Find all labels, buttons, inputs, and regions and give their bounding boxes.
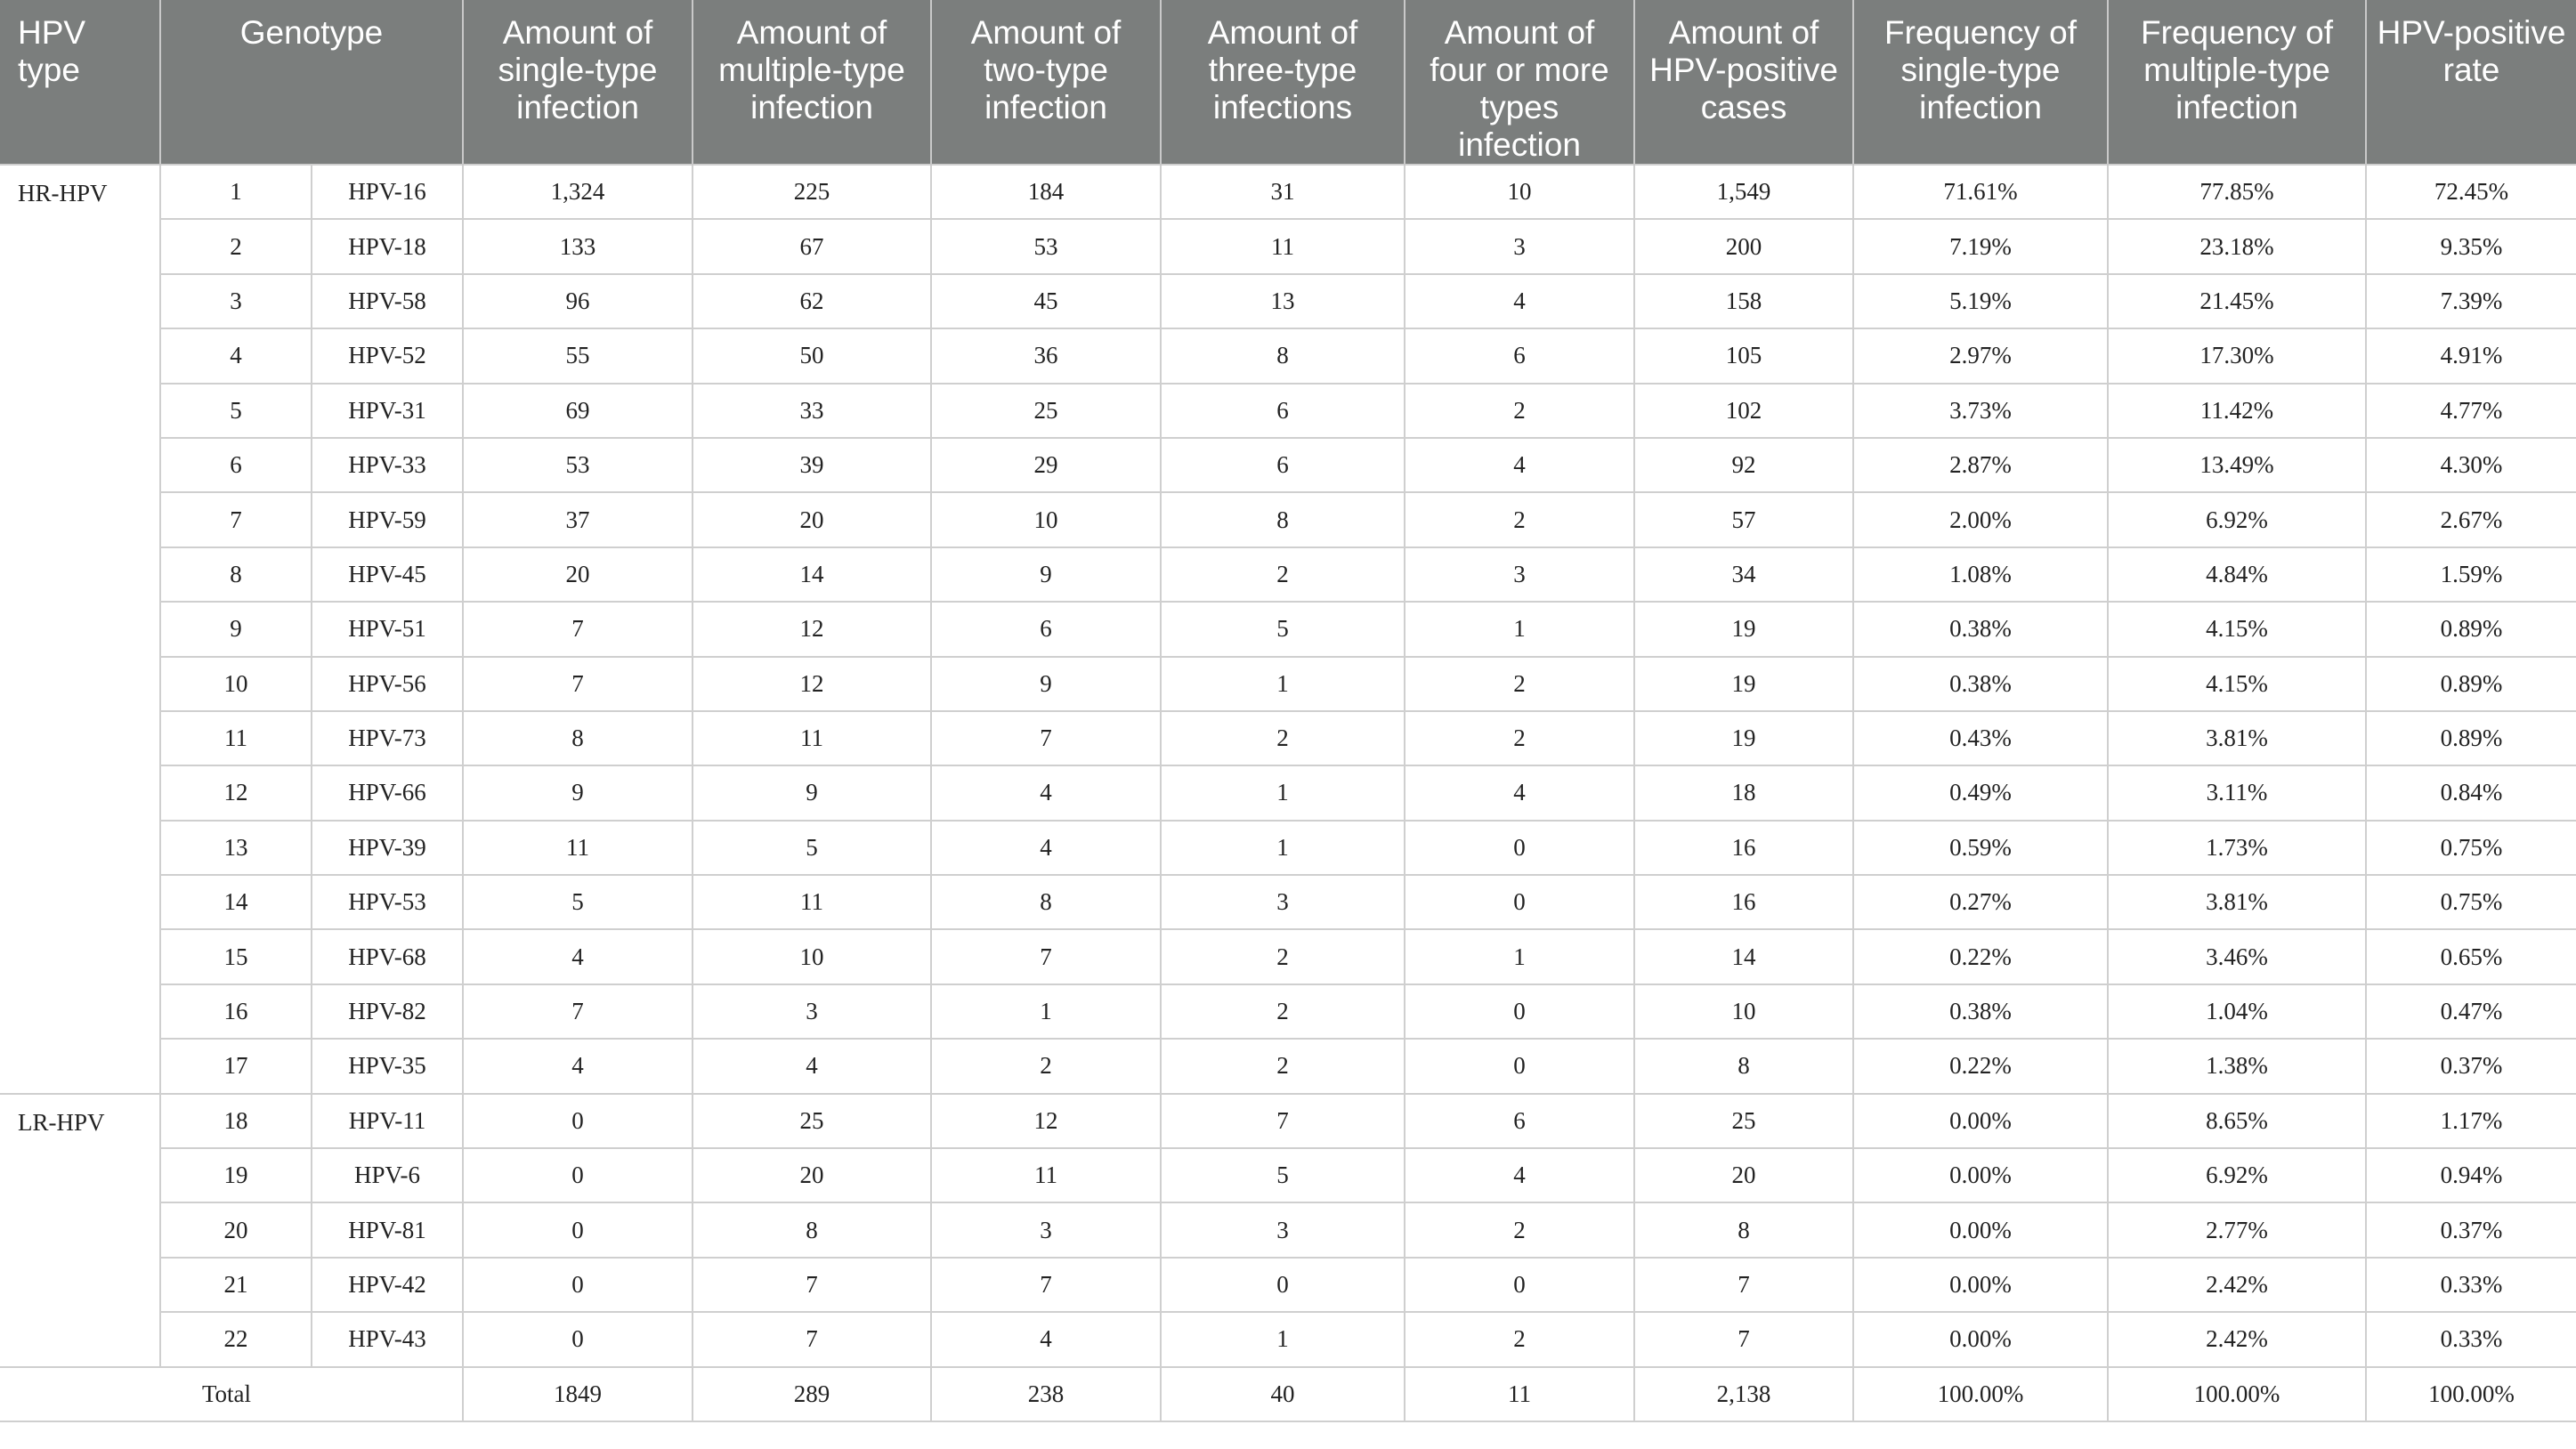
- freq-multiple-cell: 13.49%: [2108, 438, 2366, 492]
- table-row: [0, 547, 2576, 602]
- multiple-type-cell: 7: [693, 1312, 931, 1366]
- two-type-cell: 2: [931, 1039, 1161, 1093]
- three-type-cell: 1: [1161, 657, 1405, 711]
- genotype-cell: HPV-59: [312, 492, 463, 546]
- positive-rate-cell: 1.17%: [2366, 1094, 2576, 1148]
- table-row: [0, 274, 2576, 328]
- freq-single-cell: 2.00%: [1853, 492, 2108, 546]
- multiple-type-cell: 8: [693, 1202, 931, 1257]
- row-number: 9: [160, 602, 312, 656]
- two-type-cell: 9: [931, 657, 1161, 711]
- three-type-cell: 6: [1161, 438, 1405, 492]
- positive-rate-cell: 0.89%: [2366, 657, 2576, 711]
- multiple-type-cell: 7: [693, 1258, 931, 1312]
- four-plus-cell: 4: [1405, 438, 1634, 492]
- positive-cases-cell: 7: [1634, 1258, 1853, 1312]
- single-type-cell: 37: [463, 492, 693, 546]
- four-plus-cell: 3: [1405, 547, 1634, 602]
- four-plus-cell: 0: [1405, 1258, 1634, 1312]
- row-number: 1: [160, 165, 312, 219]
- positive-rate-cell: 7.39%: [2366, 274, 2576, 328]
- positive-cases-cell: 16: [1634, 875, 1853, 929]
- total-four-cell: 11: [1405, 1367, 1634, 1421]
- positive-cases-cell: 16: [1634, 821, 1853, 875]
- multiple-type-cell: 50: [693, 328, 931, 383]
- multiple-type-cell: 5: [693, 821, 931, 875]
- multiple-type-cell: 33: [693, 384, 931, 438]
- table-row: [0, 492, 2576, 546]
- freq-multiple-cell: 21.45%: [2108, 274, 2366, 328]
- freq-multiple-cell: 2.77%: [2108, 1202, 2366, 1257]
- genotype-cell: HPV-11: [312, 1094, 463, 1148]
- header-positive-rate: HPV-positive rate: [2366, 0, 2576, 165]
- two-type-cell: 4: [931, 765, 1161, 820]
- four-plus-cell: 6: [1405, 1094, 1634, 1148]
- genotype-cell: HPV-43: [312, 1312, 463, 1366]
- genotype-cell: HPV-56: [312, 657, 463, 711]
- three-type-cell: 1: [1161, 821, 1405, 875]
- freq-multiple-cell: 3.81%: [2108, 711, 2366, 765]
- positive-rate-cell: 0.37%: [2366, 1039, 2576, 1093]
- positive-cases-cell: 20: [1634, 1148, 1853, 1202]
- three-type-cell: 2: [1161, 929, 1405, 984]
- positive-rate-cell: 0.89%: [2366, 711, 2576, 765]
- positive-cases-cell: 19: [1634, 657, 1853, 711]
- two-type-cell: 53: [931, 219, 1161, 273]
- freq-single-cell: 0.59%: [1853, 821, 2108, 875]
- row-number: 11: [160, 711, 312, 765]
- genotype-cell: HPV-58: [312, 274, 463, 328]
- four-plus-cell: 2: [1405, 711, 1634, 765]
- four-plus-cell: 2: [1405, 492, 1634, 546]
- three-type-cell: 6: [1161, 384, 1405, 438]
- table-row: [0, 875, 2576, 929]
- four-plus-cell: 2: [1405, 1202, 1634, 1257]
- three-type-cell: 2: [1161, 984, 1405, 1039]
- positive-cases-cell: 92: [1634, 438, 1853, 492]
- table-row: [0, 765, 2576, 820]
- single-type-cell: 53: [463, 438, 693, 492]
- total-two-cell: 238: [931, 1367, 1161, 1421]
- positive-rate-cell: 0.75%: [2366, 875, 2576, 929]
- freq-multiple-cell: 6.92%: [2108, 492, 2366, 546]
- positive-rate-cell: 0.47%: [2366, 984, 2576, 1039]
- total-row: [0, 1367, 2576, 1421]
- multiple-type-cell: 3: [693, 984, 931, 1039]
- positive-cases-cell: 19: [1634, 711, 1853, 765]
- table-row: [0, 602, 2576, 656]
- header-row: [0, 0, 2576, 165]
- freq-single-cell: 0.00%: [1853, 1312, 2108, 1366]
- positive-rate-cell: 2.67%: [2366, 492, 2576, 546]
- positive-rate-cell: 0.84%: [2366, 765, 2576, 820]
- positive-rate-cell: 0.89%: [2366, 602, 2576, 656]
- freq-single-cell: 0.00%: [1853, 1202, 2108, 1257]
- genotype-cell: HPV-82: [312, 984, 463, 1039]
- positive-cases-cell: 8: [1634, 1202, 1853, 1257]
- freq-multiple-cell: 4.15%: [2108, 657, 2366, 711]
- freq-single-cell: 2.97%: [1853, 328, 2108, 383]
- three-type-cell: 13: [1161, 274, 1405, 328]
- row-number: 22: [160, 1312, 312, 1366]
- row-number: 18: [160, 1094, 312, 1148]
- table-row: [0, 328, 2576, 383]
- genotype-cell: HPV-52: [312, 328, 463, 383]
- row-number: 2: [160, 219, 312, 273]
- hpv-group-label: HR-HPV: [0, 165, 160, 1094]
- freq-multiple-cell: 23.18%: [2108, 219, 2366, 273]
- table-row: [0, 929, 2576, 984]
- freq-single-cell: 0.38%: [1853, 657, 2108, 711]
- two-type-cell: 11: [931, 1148, 1161, 1202]
- header-two-type: Amount of two-type infection: [931, 0, 1161, 165]
- freq-multiple-cell: 4.15%: [2108, 602, 2366, 656]
- genotype-cell: HPV-45: [312, 547, 463, 602]
- multiple-type-cell: 10: [693, 929, 931, 984]
- header-three-type: Amount of three-type infections: [1161, 0, 1405, 165]
- positive-rate-cell: 1.59%: [2366, 547, 2576, 602]
- positive-rate-cell: 0.75%: [2366, 821, 2576, 875]
- three-type-cell: 1: [1161, 1312, 1405, 1366]
- total-freq-multiple-cell: 100.00%: [2108, 1367, 2366, 1421]
- freq-multiple-cell: 3.11%: [2108, 765, 2366, 820]
- row-number: 3: [160, 274, 312, 328]
- table-row: [0, 1312, 2576, 1366]
- row-number: 15: [160, 929, 312, 984]
- table-row: [0, 1258, 2576, 1312]
- multiple-type-cell: 11: [693, 711, 931, 765]
- table-row: [0, 1202, 2576, 1257]
- row-number: 21: [160, 1258, 312, 1312]
- single-type-cell: 11: [463, 821, 693, 875]
- header-four-plus: Amount of four or more types infection: [1405, 0, 1634, 165]
- table-row: [0, 1039, 2576, 1093]
- header-freq-multiple: Frequency of multiple-type infection: [2108, 0, 2366, 165]
- freq-multiple-cell: 1.73%: [2108, 821, 2366, 875]
- freq-single-cell: 0.22%: [1853, 1039, 2108, 1093]
- two-type-cell: 12: [931, 1094, 1161, 1148]
- three-type-cell: 3: [1161, 875, 1405, 929]
- single-type-cell: 0: [463, 1312, 693, 1366]
- single-type-cell: 96: [463, 274, 693, 328]
- freq-multiple-cell: 8.65%: [2108, 1094, 2366, 1148]
- row-number: 13: [160, 821, 312, 875]
- single-type-cell: 4: [463, 929, 693, 984]
- single-type-cell: 20: [463, 547, 693, 602]
- header-freq-single: Frequency of single-type infection: [1853, 0, 2108, 165]
- two-type-cell: 7: [931, 929, 1161, 984]
- freq-multiple-cell: 6.92%: [2108, 1148, 2366, 1202]
- row-number: 16: [160, 984, 312, 1039]
- single-type-cell: 69: [463, 384, 693, 438]
- table-row: [0, 657, 2576, 711]
- table-body: [0, 165, 2576, 1421]
- two-type-cell: 9: [931, 547, 1161, 602]
- freq-single-cell: 1.08%: [1853, 547, 2108, 602]
- row-number: 12: [160, 765, 312, 820]
- multiple-type-cell: 9: [693, 765, 931, 820]
- freq-multiple-cell: 2.42%: [2108, 1258, 2366, 1312]
- single-type-cell: 9: [463, 765, 693, 820]
- multiple-type-cell: 67: [693, 219, 931, 273]
- row-number: 6: [160, 438, 312, 492]
- row-number: 8: [160, 547, 312, 602]
- two-type-cell: 25: [931, 384, 1161, 438]
- four-plus-cell: 0: [1405, 875, 1634, 929]
- two-type-cell: 10: [931, 492, 1161, 546]
- hpv-group-label: LR-HPV: [0, 1094, 160, 1367]
- three-type-cell: 7: [1161, 1094, 1405, 1148]
- three-type-cell: 11: [1161, 219, 1405, 273]
- single-type-cell: 4: [463, 1039, 693, 1093]
- single-type-cell: 7: [463, 984, 693, 1039]
- genotype-cell: HPV-68: [312, 929, 463, 984]
- three-type-cell: 31: [1161, 165, 1405, 219]
- freq-single-cell: 0.22%: [1853, 929, 2108, 984]
- positive-cases-cell: 57: [1634, 492, 1853, 546]
- single-type-cell: 7: [463, 657, 693, 711]
- positive-cases-cell: 19: [1634, 602, 1853, 656]
- single-type-cell: 0: [463, 1258, 693, 1312]
- positive-rate-cell: 0.94%: [2366, 1148, 2576, 1202]
- total-three-cell: 40: [1161, 1367, 1405, 1421]
- genotype-cell: HPV-33: [312, 438, 463, 492]
- four-plus-cell: 10: [1405, 165, 1634, 219]
- header-hpv-type: HPV type: [0, 0, 160, 165]
- table-row: [0, 438, 2576, 492]
- two-type-cell: 7: [931, 1258, 1161, 1312]
- four-plus-cell: 0: [1405, 984, 1634, 1039]
- two-type-cell: 7: [931, 711, 1161, 765]
- single-type-cell: 7: [463, 602, 693, 656]
- four-plus-cell: 1: [1405, 602, 1634, 656]
- genotype-cell: HPV-73: [312, 711, 463, 765]
- single-type-cell: 0: [463, 1148, 693, 1202]
- positive-cases-cell: 105: [1634, 328, 1853, 383]
- header-single-type: Amount of single-type infection: [463, 0, 693, 165]
- multiple-type-cell: 11: [693, 875, 931, 929]
- freq-single-cell: 5.19%: [1853, 274, 2108, 328]
- genotype-cell: HPV-35: [312, 1039, 463, 1093]
- genotype-cell: HPV-53: [312, 875, 463, 929]
- multiple-type-cell: 12: [693, 657, 931, 711]
- positive-rate-cell: 9.35%: [2366, 219, 2576, 273]
- four-plus-cell: 4: [1405, 1148, 1634, 1202]
- two-type-cell: 1: [931, 984, 1161, 1039]
- positive-rate-cell: 0.33%: [2366, 1312, 2576, 1366]
- freq-multiple-cell: 4.84%: [2108, 547, 2366, 602]
- four-plus-cell: 4: [1405, 274, 1634, 328]
- freq-single-cell: 0.43%: [1853, 711, 2108, 765]
- total-rate-cell: 100.00%: [2366, 1367, 2576, 1421]
- table-row: [0, 1094, 2576, 1148]
- two-type-cell: 6: [931, 602, 1161, 656]
- freq-single-cell: 0.00%: [1853, 1258, 2108, 1312]
- genotype-cell: HPV-66: [312, 765, 463, 820]
- row-number: 20: [160, 1202, 312, 1257]
- freq-multiple-cell: 11.42%: [2108, 384, 2366, 438]
- total-single-cell: 1849: [463, 1367, 693, 1421]
- row-number: 5: [160, 384, 312, 438]
- row-number: 7: [160, 492, 312, 546]
- single-type-cell: 0: [463, 1202, 693, 1257]
- three-type-cell: 2: [1161, 547, 1405, 602]
- freq-single-cell: 0.00%: [1853, 1148, 2108, 1202]
- four-plus-cell: 2: [1405, 384, 1634, 438]
- freq-multiple-cell: 3.46%: [2108, 929, 2366, 984]
- single-type-cell: 1,324: [463, 165, 693, 219]
- positive-cases-cell: 18: [1634, 765, 1853, 820]
- freq-single-cell: 0.38%: [1853, 602, 2108, 656]
- positive-rate-cell: 0.33%: [2366, 1258, 2576, 1312]
- table-row: [0, 165, 2576, 219]
- two-type-cell: 29: [931, 438, 1161, 492]
- genotype-cell: HPV-51: [312, 602, 463, 656]
- positive-cases-cell: 34: [1634, 547, 1853, 602]
- four-plus-cell: 2: [1405, 657, 1634, 711]
- positive-cases-cell: 25: [1634, 1094, 1853, 1148]
- two-type-cell: 36: [931, 328, 1161, 383]
- positive-rate-cell: 0.65%: [2366, 929, 2576, 984]
- three-type-cell: 5: [1161, 1148, 1405, 1202]
- multiple-type-cell: 20: [693, 1148, 931, 1202]
- positive-cases-cell: 158: [1634, 274, 1853, 328]
- two-type-cell: 3: [931, 1202, 1161, 1257]
- positive-cases-cell: 10: [1634, 984, 1853, 1039]
- two-type-cell: 4: [931, 1312, 1161, 1366]
- two-type-cell: 4: [931, 821, 1161, 875]
- total-label: Total: [0, 1367, 463, 1421]
- genotype-cell: HPV-31: [312, 384, 463, 438]
- table-row: [0, 219, 2576, 273]
- row-number: 19: [160, 1148, 312, 1202]
- three-type-cell: 8: [1161, 328, 1405, 383]
- single-type-cell: 0: [463, 1094, 693, 1148]
- genotype-cell: HPV-39: [312, 821, 463, 875]
- table-row: [0, 821, 2576, 875]
- freq-multiple-cell: 1.38%: [2108, 1039, 2366, 1093]
- four-plus-cell: 0: [1405, 821, 1634, 875]
- freq-single-cell: 0.49%: [1853, 765, 2108, 820]
- row-number: 4: [160, 328, 312, 383]
- positive-rate-cell: 4.77%: [2366, 384, 2576, 438]
- freq-multiple-cell: 2.42%: [2108, 1312, 2366, 1366]
- multiple-type-cell: 39: [693, 438, 931, 492]
- table-row: [0, 711, 2576, 765]
- freq-multiple-cell: 1.04%: [2108, 984, 2366, 1039]
- single-type-cell: 55: [463, 328, 693, 383]
- multiple-type-cell: 12: [693, 602, 931, 656]
- positive-cases-cell: 102: [1634, 384, 1853, 438]
- positive-rate-cell: 4.30%: [2366, 438, 2576, 492]
- positive-rate-cell: 4.91%: [2366, 328, 2576, 383]
- two-type-cell: 184: [931, 165, 1161, 219]
- total-freq-single-cell: 100.00%: [1853, 1367, 2108, 1421]
- row-number: 10: [160, 657, 312, 711]
- genotype-cell: HPV-16: [312, 165, 463, 219]
- two-type-cell: 8: [931, 875, 1161, 929]
- single-type-cell: 5: [463, 875, 693, 929]
- four-plus-cell: 3: [1405, 219, 1634, 273]
- four-plus-cell: 2: [1405, 1312, 1634, 1366]
- positive-cases-cell: 14: [1634, 929, 1853, 984]
- multiple-type-cell: 4: [693, 1039, 931, 1093]
- multiple-type-cell: 225: [693, 165, 931, 219]
- freq-single-cell: 7.19%: [1853, 219, 2108, 273]
- freq-single-cell: 0.38%: [1853, 984, 2108, 1039]
- positive-rate-cell: 0.37%: [2366, 1202, 2576, 1257]
- freq-single-cell: 3.73%: [1853, 384, 2108, 438]
- multiple-type-cell: 62: [693, 274, 931, 328]
- three-type-cell: 2: [1161, 711, 1405, 765]
- genotype-cell: HPV-6: [312, 1148, 463, 1202]
- three-type-cell: 3: [1161, 1202, 1405, 1257]
- three-type-cell: 0: [1161, 1258, 1405, 1312]
- table-row: [0, 984, 2576, 1039]
- multiple-type-cell: 25: [693, 1094, 931, 1148]
- freq-single-cell: 0.27%: [1853, 875, 2108, 929]
- four-plus-cell: 4: [1405, 765, 1634, 820]
- freq-multiple-cell: 3.81%: [2108, 875, 2366, 929]
- genotype-cell: HPV-81: [312, 1202, 463, 1257]
- single-type-cell: 8: [463, 711, 693, 765]
- positive-rate-cell: 72.45%: [2366, 165, 2576, 219]
- freq-single-cell: 71.61%: [1853, 165, 2108, 219]
- four-plus-cell: 1: [1405, 929, 1634, 984]
- positive-cases-cell: 8: [1634, 1039, 1853, 1093]
- three-type-cell: 5: [1161, 602, 1405, 656]
- positive-cases-cell: 1,549: [1634, 165, 1853, 219]
- freq-single-cell: 2.87%: [1853, 438, 2108, 492]
- three-type-cell: 2: [1161, 1039, 1405, 1093]
- positive-cases-cell: 7: [1634, 1312, 1853, 1366]
- freq-single-cell: 0.00%: [1853, 1094, 2108, 1148]
- header-positive-cases: Amount of HPV-positive cases: [1634, 0, 1853, 165]
- multiple-type-cell: 20: [693, 492, 931, 546]
- table-header: [0, 0, 2576, 165]
- freq-multiple-cell: 77.85%: [2108, 165, 2366, 219]
- freq-multiple-cell: 17.30%: [2108, 328, 2366, 383]
- four-plus-cell: 0: [1405, 1039, 1634, 1093]
- row-number: 14: [160, 875, 312, 929]
- multiple-type-cell: 14: [693, 547, 931, 602]
- header-multiple-type: Amount of multiple-type infection: [693, 0, 931, 165]
- table-row: [0, 1148, 2576, 1202]
- genotype-cell: HPV-42: [312, 1258, 463, 1312]
- total-cases-cell: 2,138: [1634, 1367, 1853, 1421]
- total-multiple-cell: 289: [693, 1367, 931, 1421]
- positive-cases-cell: 200: [1634, 219, 1853, 273]
- header-genotype: Genotype: [160, 0, 463, 165]
- row-number: 17: [160, 1039, 312, 1093]
- two-type-cell: 45: [931, 274, 1161, 328]
- three-type-cell: 8: [1161, 492, 1405, 546]
- single-type-cell: 133: [463, 219, 693, 273]
- four-plus-cell: 6: [1405, 328, 1634, 383]
- genotype-cell: HPV-18: [312, 219, 463, 273]
- three-type-cell: 1: [1161, 765, 1405, 820]
- table-row: [0, 384, 2576, 438]
